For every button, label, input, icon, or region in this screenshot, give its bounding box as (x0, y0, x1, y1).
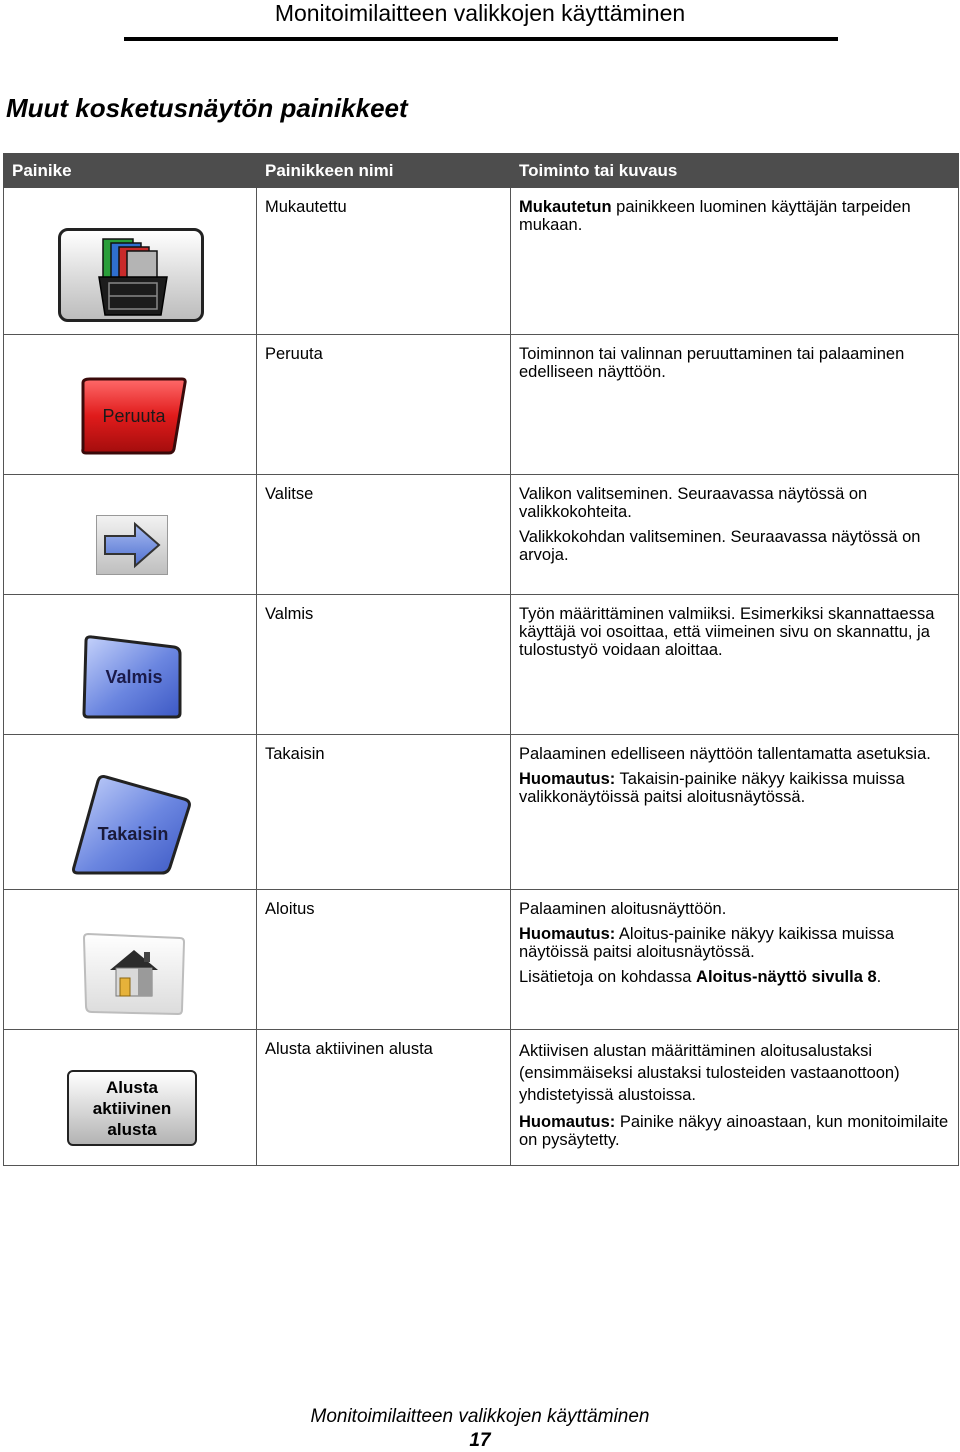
cancel-button-label: Peruuta (102, 406, 166, 426)
table-row (4, 335, 959, 475)
table-row (4, 735, 959, 890)
page-number: 17 (469, 1430, 491, 1451)
button-cell (4, 595, 257, 735)
table-row (4, 1030, 959, 1166)
description-cell (511, 188, 959, 335)
description-cell (511, 475, 959, 595)
button-cell (4, 1030, 257, 1166)
table-row (4, 188, 959, 335)
description-cell (511, 335, 959, 475)
name-cell (257, 335, 511, 475)
note-body: Aloitus-painike näkyy kaikissa muissa näytöissä paitsi aloitusnäytössä. (519, 925, 895, 961)
description-cell (511, 595, 959, 735)
note-label: Huomautus: (519, 925, 616, 943)
table-header-row (4, 154, 959, 188)
description-cell (511, 890, 959, 1030)
note-label: Huomautus: (519, 1113, 616, 1131)
description-text: Valikkokohdan valitseminen. Seuraavassa näytössä on arvoja. (519, 528, 921, 564)
back-button-icon[interactable] (70, 773, 196, 877)
button-cell (4, 475, 257, 595)
home-icon[interactable] (82, 930, 188, 1020)
table-row (4, 890, 959, 1030)
description-rest: painikkeen luominen käyttäjän tarpeiden mukaan. (519, 198, 911, 234)
note-text (519, 925, 950, 961)
table-row (4, 595, 959, 735)
button-name: Mukautettu (265, 198, 347, 216)
name-cell (257, 1030, 511, 1166)
button-name: Peruuta (265, 345, 323, 363)
button-cell (4, 335, 257, 475)
running-header: Monitoimilaitteen valikkojen käyttäminen (274, 0, 686, 26)
arrow-graphic (97, 516, 167, 574)
note-label: Huomautus: (519, 770, 616, 788)
footer-title: Monitoimilaitteen valikkojen käyttäminen (310, 1406, 650, 1427)
button-name: Takaisin (265, 745, 325, 763)
description-cell (511, 1030, 959, 1166)
description-cell (511, 735, 959, 890)
active-tray-button-icon[interactable] (67, 1070, 197, 1146)
button-name: Alusta aktiivinen alusta (265, 1040, 433, 1058)
description-text (519, 198, 950, 234)
reference-end: . (876, 968, 882, 986)
name-cell (257, 475, 511, 595)
reference-link[interactable]: Aloitus-näyttö sivulla 8 (696, 968, 877, 986)
description-text: Työn määrittäminen valmiiksi. Esimerkiksi skannattaessa käyttäjä voi osoittaa, että viimeinen sivu on skannattu, ja tulostustyö voidaan aloittaa. (519, 605, 935, 659)
reference-text (519, 968, 950, 986)
button-cell (4, 735, 257, 890)
button-name: Aloitus (265, 900, 315, 918)
table-row (4, 475, 959, 595)
note-body: Takaisin-painike näkyy kaikissa muissa valikkonäytöissä paitsi aloitusnäytössä. (519, 770, 905, 806)
button-name: Valitse (265, 485, 314, 503)
name-cell (257, 735, 511, 890)
buttons-table (3, 153, 959, 1166)
button-name: Valmis (265, 605, 314, 623)
button-cell (4, 188, 257, 335)
active-tray-button-label: Alusta aktiivinen alusta (92, 1077, 172, 1139)
header-rule (124, 37, 838, 41)
done-button-label: Valmis (105, 667, 163, 687)
description-text: Palaaminen aloitusnäyttöön. (519, 900, 727, 918)
button-cell (4, 890, 257, 1030)
name-cell (257, 595, 511, 735)
column-header-description: Toiminto tai kuvaus (511, 154, 959, 188)
description-text: Valikon valitseminen. Seuraavassa näytössä on valikkokohteita. (519, 485, 868, 521)
right-arrow-icon[interactable] (96, 515, 168, 575)
section-title: Muut kosketusnäytön painikkeet (6, 93, 408, 123)
back-button-label: Takaisin (97, 824, 169, 844)
folders-graphic (97, 235, 169, 319)
reference-prefix: Lisätietoja on kohdassa (519, 968, 697, 986)
name-cell (257, 890, 511, 1030)
column-header-name: Painikkeen nimi (257, 154, 511, 188)
description-bold: Mukautetun (519, 198, 612, 216)
note-text (519, 1113, 950, 1149)
description-text: Aktiivisen alustan määrittäminen aloitusalustaksi (ensimmäiseksi alustaksi tulosteiden vastaanottoon) yhdistetyissä alustoissa. (519, 1042, 900, 1104)
home-graphic (82, 930, 188, 1016)
description-text: Palaaminen edelliseen näyttöön tallentamatta asetuksia. (519, 745, 931, 763)
name-cell (257, 188, 511, 335)
custom-folder-icon[interactable] (58, 228, 204, 322)
description-text: Toiminnon tai valinnan peruuttaminen tai palaaminen edelliseen näyttöön. (519, 345, 905, 381)
column-header-button: Painike (4, 154, 257, 188)
done-button-icon[interactable] (82, 633, 186, 721)
note-text (519, 770, 950, 806)
cancel-button-icon[interactable] (80, 375, 188, 457)
note-body: Painike näkyy ainoastaan, kun monitoimilaite on pysäytetty. (519, 1113, 949, 1149)
